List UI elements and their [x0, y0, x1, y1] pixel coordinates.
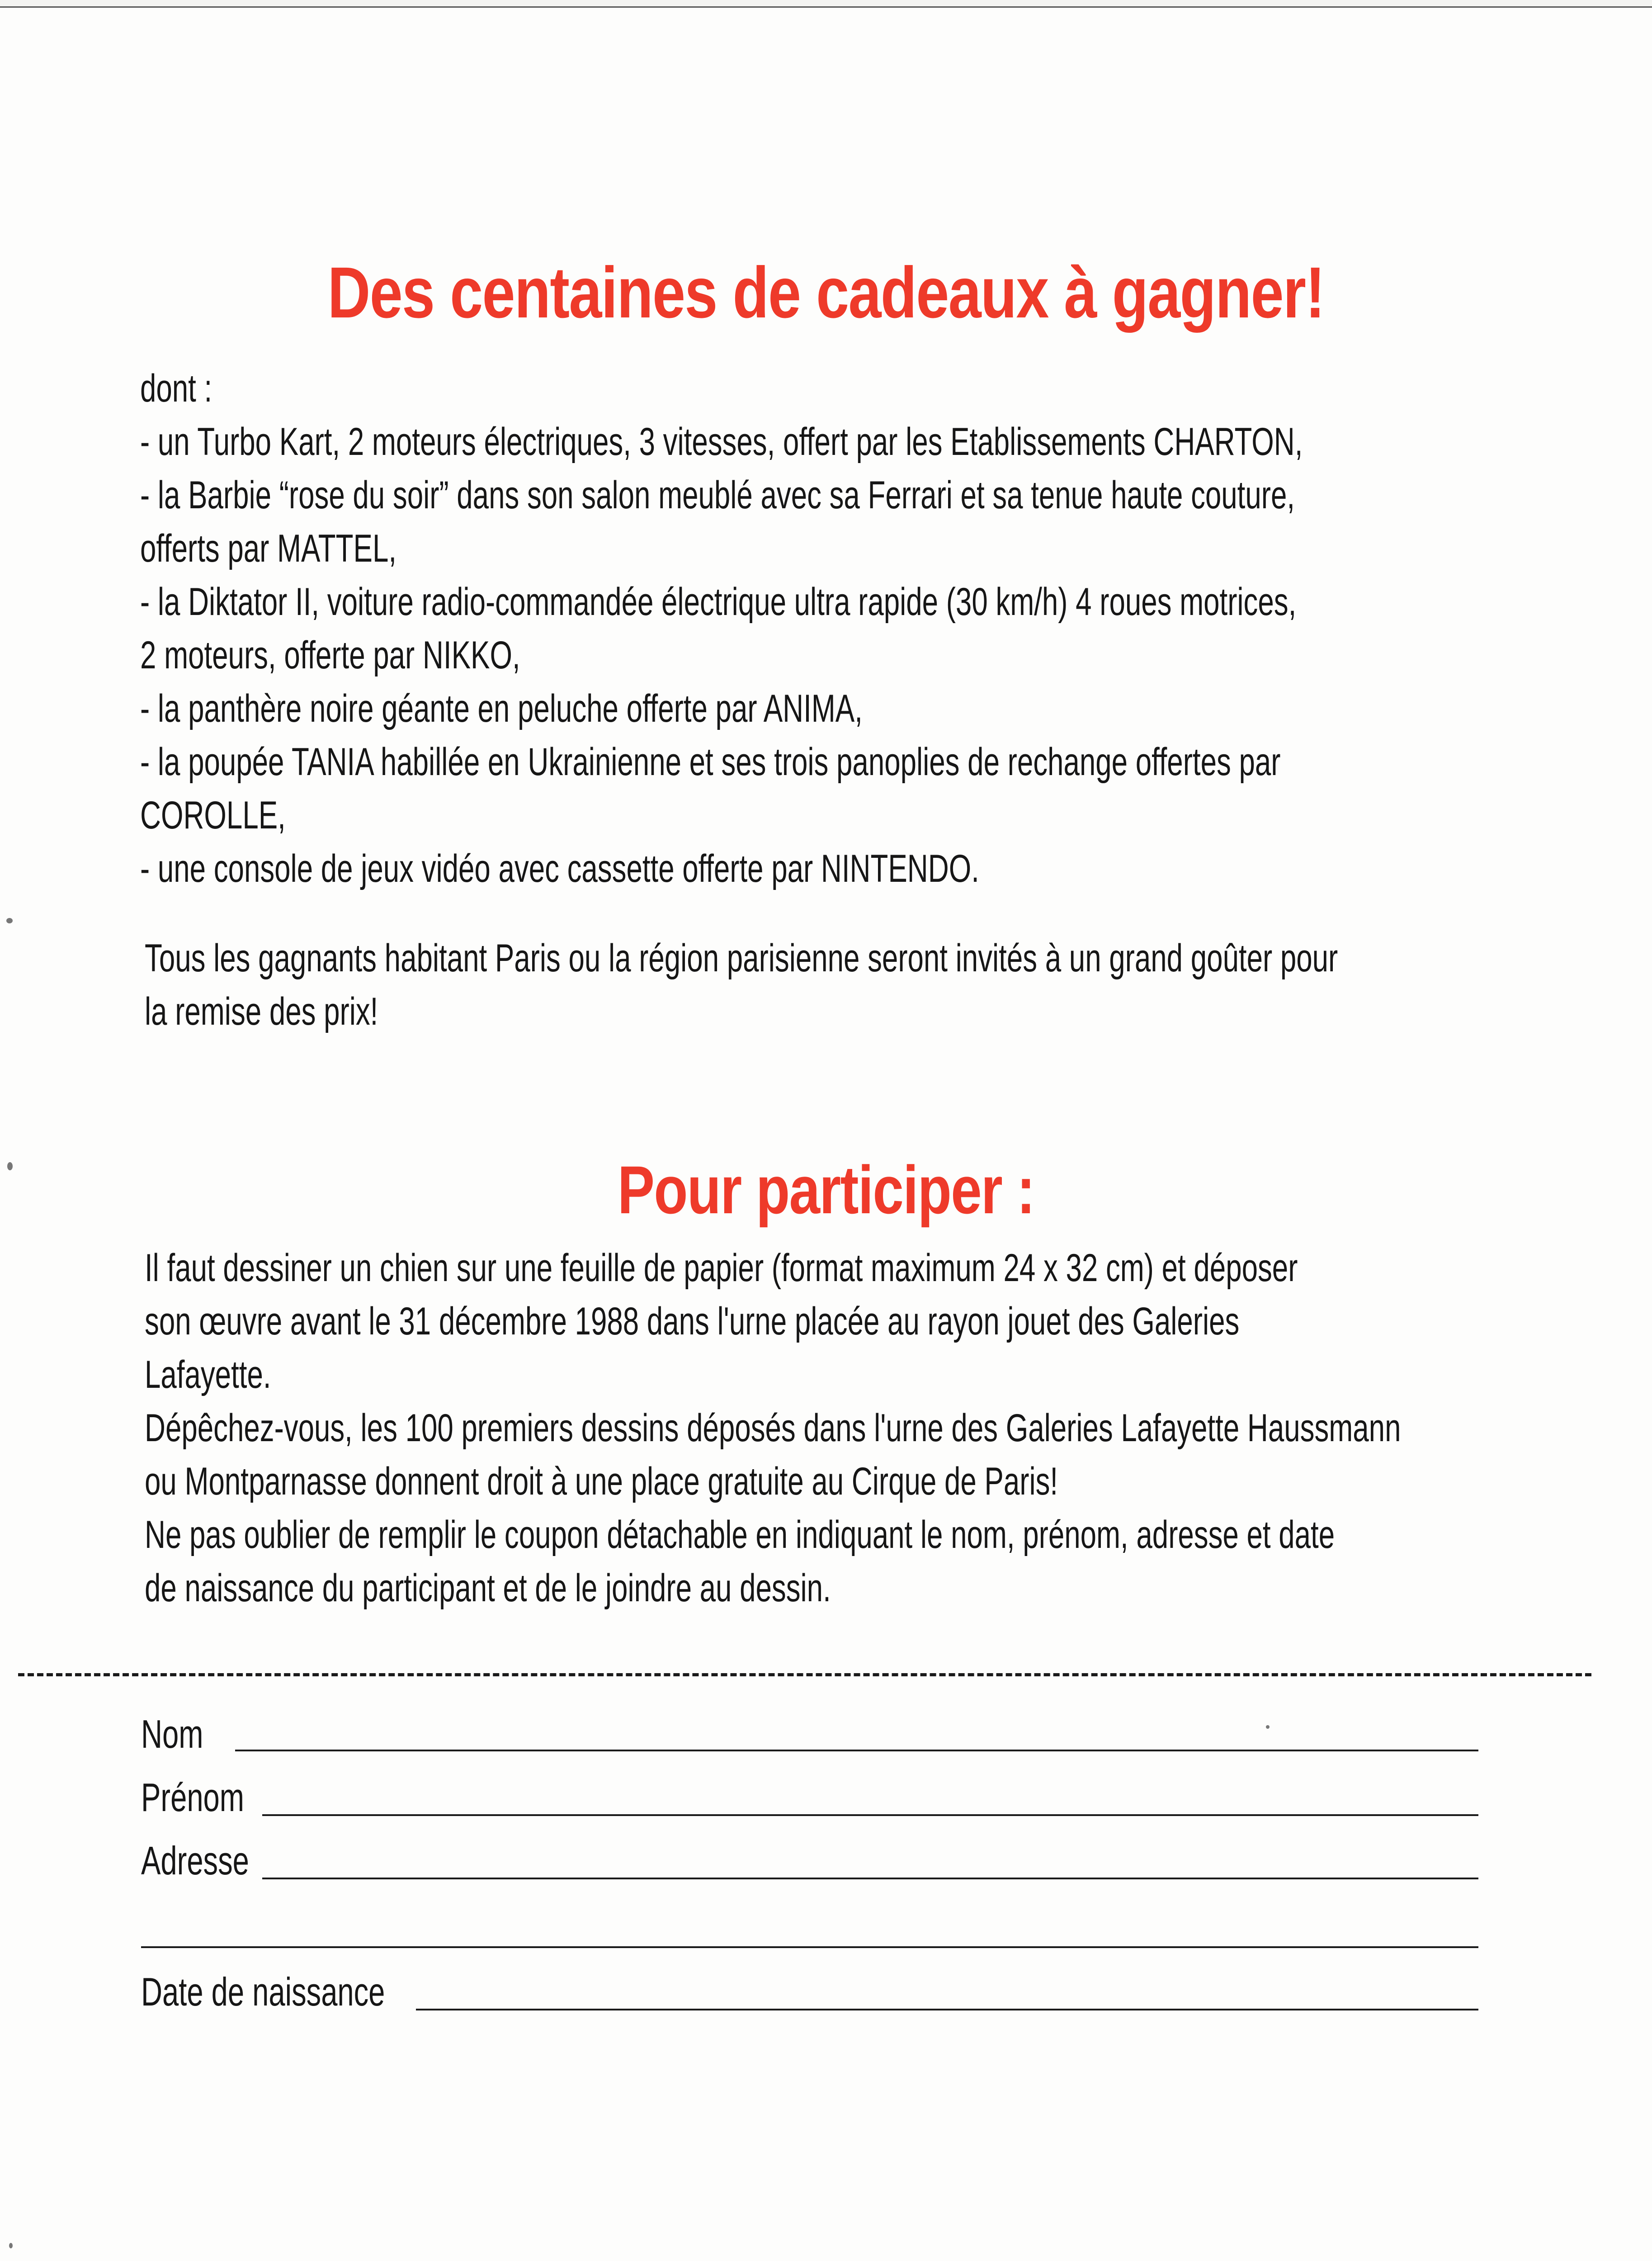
rules-line: Ne pas oublier de remplir le coupon détachable en indiquant le nom, prénom, adresse et date: [145, 1513, 1335, 1556]
winners-line: la remise des prix!: [145, 990, 378, 1033]
scan-speck: [1266, 1725, 1270, 1729]
rules-line: Dépêchez-vous, les 100 premiers dessins déposés dans l'urne des Galeries Lafayette Haussmann: [145, 1406, 1401, 1450]
gift-item-barbie-cont: offerts par MATTEL,: [140, 527, 397, 570]
gifts-list: [140, 362, 1303, 895]
winners-line: Tous les gagnants habitant Paris ou la région parisienne seront invités à un grand goûter pour: [145, 937, 1338, 980]
coupon-cut-line: [18, 1673, 1591, 1676]
gift-item-nintendo: - une console de jeux vidéo avec cassette offerte par NINTENDO.: [140, 847, 979, 890]
date-naissance-label: Date de naissance: [141, 1969, 385, 2014]
adresse-field-line-2[interactable]: [141, 1946, 1478, 1948]
date-naissance-field[interactable]: [416, 2009, 1478, 2010]
winners-paragraph: [145, 932, 1338, 1038]
gift-item-diktator-cont: 2 moteurs, offerte par NIKKO,: [140, 634, 520, 677]
gifts-heading: Des centaines de cadeaux à gagner!: [327, 252, 1325, 333]
rules-line: son œuvre avant le 31 décembre 1988 dans l'urne placée au rayon jouet des Galeries: [145, 1300, 1240, 1343]
scan-speck: [6, 918, 13, 923]
gift-item-tania-cont: COROLLE,: [140, 794, 286, 837]
rules-line: Il faut dessiner un chien sur une feuille de papier (format maximum 24 x 32 cm) et déposer: [145, 1246, 1298, 1290]
prenom-field[interactable]: [262, 1814, 1478, 1816]
rules-line: de naissance du participant et de le joindre au dessin.: [145, 1566, 831, 1610]
scan-speck: [9, 2243, 13, 2248]
page-top-edge: [0, 0, 1652, 8]
prenom-label: Prénom: [141, 1775, 245, 1820]
rules-line: ou Montparnasse donnent droit à une place gratuite au Cirque de Paris!: [145, 1460, 1058, 1503]
adresse-field[interactable]: [262, 1878, 1478, 1879]
adresse-label: Adresse: [141, 1838, 249, 1883]
gift-item-turbo-kart: - un Turbo Kart, 2 moteurs électriques, 3 vitesses, offert par les Etablissements CHARTON,: [140, 420, 1303, 464]
gift-item-panthere: - la panthère noire géante en peluche offerte par ANIMA,: [140, 687, 863, 730]
scan-speck: [7, 1162, 13, 1170]
gift-item-barbie: - la Barbie “rose du soir” dans son salon meublé avec sa Ferrari et sa tenue haute couture,: [140, 473, 1295, 517]
rules-line: Lafayette.: [145, 1353, 271, 1396]
gifts-intro: dont :: [140, 367, 212, 410]
nom-field[interactable]: [235, 1750, 1478, 1751]
nom-label: Nom: [141, 1712, 203, 1756]
rules-paragraph: [145, 1241, 1401, 1615]
gift-item-tania: - la poupée TANIA habillée en Ukrainienne et ses trois panoplies de rechange offertes par: [140, 740, 1281, 784]
participate-heading: Pour participer :: [617, 1152, 1035, 1228]
gift-item-diktator: - la Diktator II, voiture radio-commandée électrique ultra rapide (30 km/h) 4 roues motrices,: [140, 580, 1297, 624]
